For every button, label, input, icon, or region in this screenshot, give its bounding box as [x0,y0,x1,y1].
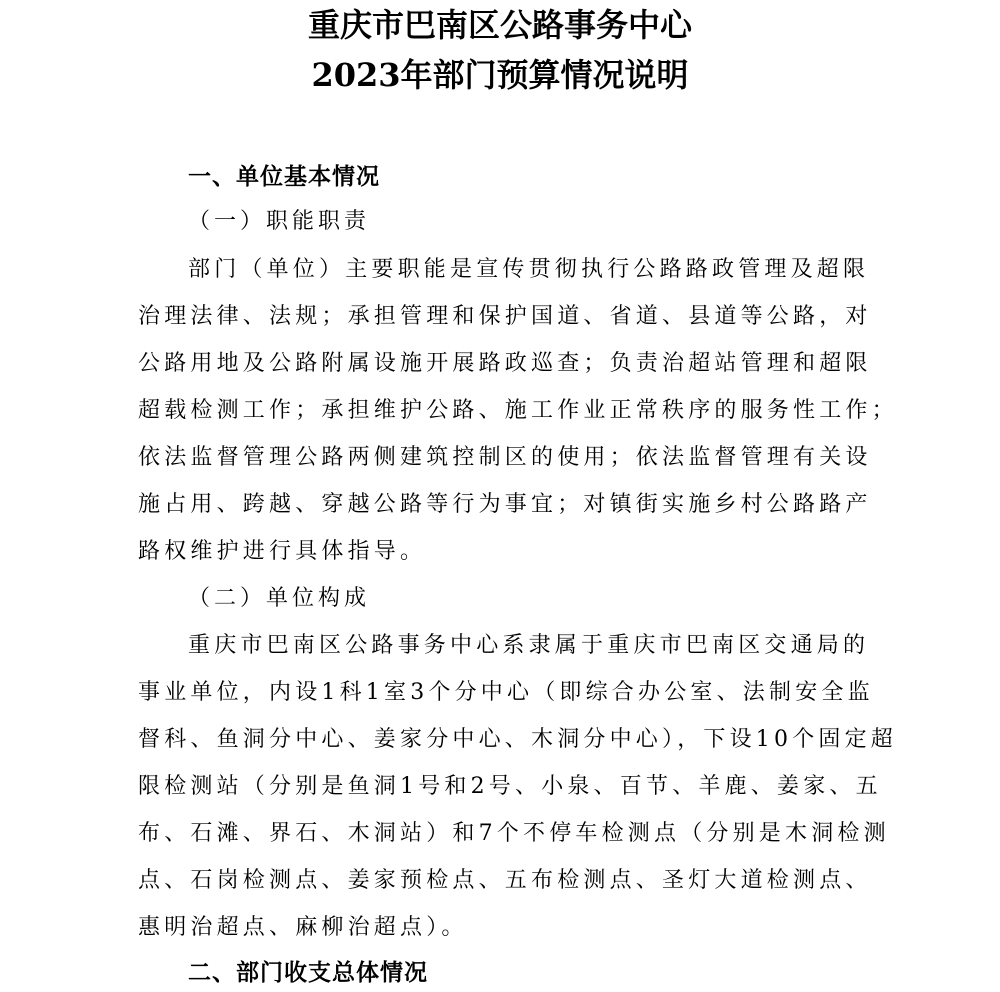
section-heading-budget-overview: 二、部门收支总体情况 [188,960,428,986]
document-title-line-1: 重庆市巴南区公路事务中心 [307,6,692,44]
document-title-line-2: 2023年部门预算情况说明 [311,56,689,94]
paragraph-line: 路权维护进行具体指导。 [138,539,427,564]
subsection-heading-duties: （一）职能职责 [188,209,371,234]
paragraph-line: 依法监督管理公路两侧建筑控制区的使用；依法监督管理有关设 [138,445,872,470]
section-heading-basic-info: 一、单位基本情况 [188,164,380,190]
paragraph-line: 施占用、跨越、穿越公路等行为事宜；对镇街实施乡村公路路产 [138,492,872,517]
paragraph-line: 事业单位，内设1科1室3个分中心（即综合办公室、法制安全监 [138,680,874,705]
paragraph-line: 督科、鱼洞分中心、姜家分中心、木洞分中心），下设10个固定超 [138,727,897,752]
paragraph-line: 惠明治超点、麻柳治超点）。 [138,915,468,940]
paragraph-line: 点、石岗检测点、姜家预检点、五布检测点、圣灯大道检测点、 [138,868,872,893]
paragraph-line: 治理法律、法规；承担管理和保护国道、省道、县道等公路，对 [138,304,872,329]
paragraph-line: 公路用地及公路附属设施开展路政巡查；负责治超站管理和超限 [138,351,872,376]
paragraph-line: 重庆市巴南区公路事务中心系隶属于重庆市巴南区交通局的 [188,633,870,658]
paragraph-line: 布、石滩、界石、木洞站）和7个不停车检测点（分别是木洞检测 [138,821,890,846]
paragraph-line: 限检测站（分别是鱼洞1号和2号、小泉、百节、羊鹿、姜家、五 [138,774,882,799]
subsection-heading-structure: （二）单位构成 [188,586,371,611]
paragraph-line: 部门（单位）主要职能是宣传贯彻执行公路路政管理及超限 [188,257,870,282]
paragraph-line: 超载检测工作；承担维护公路、施工作业正常秩序的服务性工作； [138,398,898,423]
